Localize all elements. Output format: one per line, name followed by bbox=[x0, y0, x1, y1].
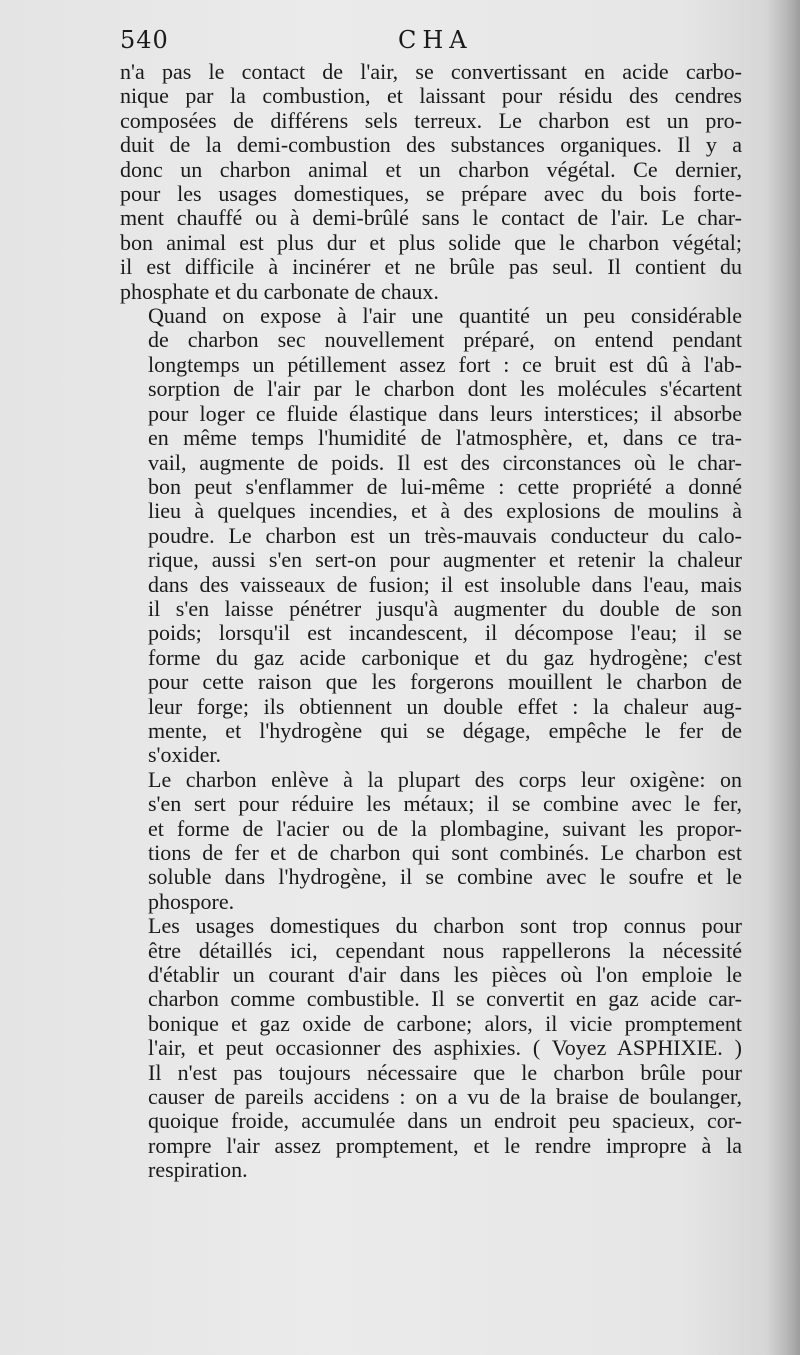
text-line: respiration. bbox=[148, 1157, 248, 1183]
text-line: Il n'est pas toujours nécessaire que le charbon brûle pour bbox=[148, 1059, 742, 1085]
text-line: l'air, et peut occasionner des asphixies. ( Voyez ASPHIXIE. ) bbox=[148, 1035, 742, 1061]
page-gutter-shadow bbox=[766, 0, 800, 1355]
text-line: charbon comme combustible. Il se convertit en gaz acide car- bbox=[148, 986, 742, 1012]
text-line: mente, et l'hydrogène qui se dégage, empêche le fer de bbox=[148, 717, 742, 743]
text-line: sorption de l'air par le charbon dont les molécules s'écartent bbox=[148, 376, 742, 402]
text-line: causer de pareils accidens : on a vu de la braise de boulanger, bbox=[148, 1084, 742, 1110]
text-line: bon peut s'enflammer de lui-même : cette propriété a donné bbox=[148, 473, 742, 499]
text-line: soluble dans l'hydrogène, il se combine avec le soufre et le bbox=[148, 864, 742, 890]
text-line: tions de fer et de charbon qui sont combinés. Le charbon est bbox=[148, 840, 742, 865]
text-line: phospore. bbox=[148, 888, 235, 914]
text-line: rompre l'air assez promptement, et le rendre impropre à la bbox=[148, 1132, 742, 1158]
text-line: forme du gaz acide carbonique et du gaz hydrogène; c'est bbox=[148, 644, 742, 670]
text-line: nique par la combustion, et laissant pour résidu des cendres bbox=[120, 83, 742, 109]
text-line: s'en sert pour réduire les métaux; il se combine avec le fer, bbox=[148, 791, 742, 817]
text-line: vail, augmente de poids. Il est des circonstances où le char- bbox=[148, 449, 742, 475]
text-line: il est difficile à incinérer et ne brûle pas seul. Il contient du bbox=[120, 254, 742, 280]
text-line: dans des vaisseaux de fusion; il est insoluble dans l'eau, mais bbox=[148, 571, 742, 597]
body-text bbox=[120, 60, 742, 1183]
text-line: pour loger ce fluide élastique dans leurs interstices; il absorbe bbox=[148, 400, 742, 426]
text-line: Quand on expose à l'air une quantité un peu considérable bbox=[148, 303, 742, 329]
text-line: composées de différens sels terreux. Le charbon est un pro- bbox=[120, 107, 742, 133]
paragraph bbox=[120, 914, 742, 1182]
text-line: d'établir un courant d'air dans les pièces où l'on emploie le bbox=[148, 962, 742, 988]
text-line: Les usages domestiques du charbon sont trop connus pour bbox=[148, 913, 742, 939]
text-line: être détaillés ici, cependant nous rappellerons la nécessité bbox=[148, 937, 742, 963]
paragraph bbox=[120, 768, 742, 914]
text-line: longtemps un pétillement assez fort : ce bruit est dû à l'ab- bbox=[148, 351, 742, 377]
text-line: leur forge; ils obtiennent un double effet : la chaleur aug- bbox=[148, 693, 742, 719]
text-line: poudre. Le charbon est un très-mauvais conducteur du calo- bbox=[148, 522, 742, 548]
paragraph bbox=[120, 304, 742, 768]
text-line: rique, aussi s'en sert-on pour augmenter et retenir la chaleur bbox=[148, 547, 742, 573]
page-header bbox=[120, 26, 740, 62]
page-number: 540 bbox=[120, 26, 169, 54]
text-line: duit de la demi-combustion des substances organiques. Il y a bbox=[120, 132, 742, 158]
text-line: en même temps l'humidité de l'atmosphère, et, dans ce tra- bbox=[148, 425, 742, 451]
text-line: bonique et gaz oxide de carbone; alors, il vicie promptement bbox=[148, 1010, 742, 1036]
text-line: pour les usages domestiques, se prépare avec du bois forte- bbox=[120, 181, 742, 207]
text-line: lieu à quelques incendies, et à des explosions de moulins à bbox=[148, 498, 742, 524]
text-line: phosphate et du carbonate de chaux. bbox=[120, 278, 439, 304]
text-line: il s'en laisse pénétrer jusqu'à augmenter du double de son bbox=[148, 595, 742, 621]
text-line: donc un charbon animal et un charbon végétal. Ce dernier, bbox=[120, 156, 742, 182]
text-line: et forme de l'acier ou de la plombagine, suivant les propor- bbox=[148, 815, 742, 841]
running-head: CHA bbox=[398, 26, 473, 54]
text-line: pour cette raison que les forgerons mouillent le charbon de bbox=[148, 669, 742, 695]
text-line: n'a pas le contact de l'air, se convertissant en acide carbo- bbox=[120, 59, 742, 84]
text-line: bon animal est plus dur et plus solide que le charbon végétal; bbox=[120, 229, 742, 255]
text-line: quoique froide, accumulée dans un endroit peu spacieux, cor- bbox=[148, 1108, 742, 1134]
text-line: de charbon sec nouvellement préparé, on entend pendant bbox=[148, 327, 742, 353]
paragraph bbox=[120, 60, 742, 304]
text-line: ment chauffé ou à demi-brûlé sans le contact de l'air. Le char- bbox=[120, 205, 742, 231]
text-line: Le charbon enlève à la plupart des corps leur oxigène: on bbox=[148, 766, 742, 792]
text-line: s'oxider. bbox=[148, 742, 222, 768]
text-line: poids; lorsqu'il est incandescent, il décompose l'eau; il se bbox=[148, 620, 742, 646]
